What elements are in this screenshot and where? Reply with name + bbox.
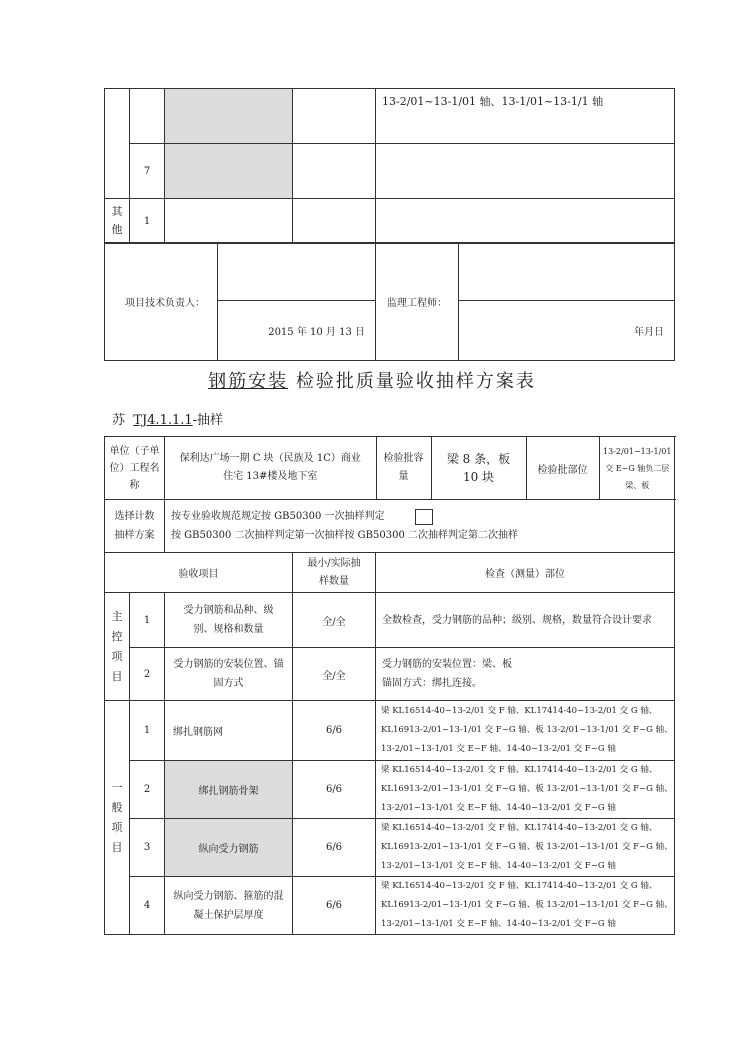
check-location — [376, 648, 675, 701]
sample-count: 6/6 — [293, 761, 376, 819]
general-group-label: 一般项目 — [105, 701, 130, 935]
supervisor-label: 监理工程师： — [376, 243, 459, 361]
code-suffix: -抽样 — [192, 413, 224, 428]
check-location — [376, 761, 675, 819]
check-line: 13-2/01~13-1/01 交 E~F 轴、14-40~13-2/01 交 F~G 轴 — [381, 919, 616, 929]
sample-count: 全/全 — [293, 593, 376, 648]
check-line: KL16913-2/01~13-1/01 交 F~G 轴、板 13-2/01~13-1/01 交 F~G 轴、 — [381, 842, 673, 852]
sample-count: 6/6 — [293, 701, 376, 761]
blank-cell — [293, 144, 376, 199]
header-inner — [165, 437, 675, 500]
check-line: KL16913-2/01~13-1/01 交 F~G 轴、板 13-2/01~13-1/01 交 F~G 轴、 — [381, 900, 673, 910]
item-name: 绑扎钢筋网 — [165, 701, 293, 761]
check-line: 梁 KL16514-40~13-2/01 交 F 轴、KL17414-40~13-2/01 交 G 轴、 — [381, 823, 658, 833]
check-location — [376, 877, 675, 935]
scheme-label: 选择计数抽样方案 — [105, 500, 165, 553]
check-line: KL16913-2/01~13-1/01 交 F~G 轴、板 13-2/01~13-1/01 交 F~G 轴、 — [381, 784, 673, 794]
check-line: 梁 KL16514-40~13-2/01 交 F 轴、KL17414-40~13-2/01 交 G 轴、 — [381, 881, 658, 891]
main-group-label: 主控项目 — [105, 593, 130, 701]
row-number: 4 — [130, 877, 165, 935]
blank-cell — [293, 199, 376, 244]
blank-cell — [376, 199, 675, 244]
row-number: 2 — [130, 761, 165, 819]
check-line: 梁 KL16514-40~13-2/01 交 F 轴、KL17414-40~13-2/01 交 G 轴、 — [381, 706, 658, 716]
scheme-line2: 按 GB50300 二次抽样判定第一次抽样按 GB50300 二次抽样判定第二次抽样 — [171, 530, 519, 541]
sample-count: 全/全 — [293, 648, 376, 701]
check-location: 全数检查，受力钢筋的品种；级别、规格，数量符合设计要求 — [376, 593, 675, 648]
row-number: 7 — [130, 144, 165, 199]
other-label: 其他 — [105, 199, 130, 244]
tech-date: 2015 年 10 月 13 日 — [218, 301, 376, 361]
check-location — [376, 819, 675, 877]
part-value: 13-2/01~13-1/01 交 E~G 轴负二层梁、板 — [599, 437, 675, 499]
blank-cell — [293, 89, 376, 144]
sample-count: 6/6 — [293, 877, 376, 935]
location-text: 13-2/01~13-1/01 轴、13-1/01~13-1/1 轴 — [376, 89, 675, 144]
unit-value: 保利达广场一期 C 块（民族及 1C）商业住宅 13#楼及地下室 — [165, 437, 376, 499]
scheme-checkbox[interactable] — [415, 509, 433, 525]
blank-cell — [218, 243, 376, 301]
gray-cell — [165, 144, 293, 199]
row-number: 1 — [130, 199, 165, 244]
check-line: 梁 KL16514-40~13-2/01 交 F 轴、KL17414-40~13-2/01 交 G 轴、 — [381, 765, 658, 775]
form-code — [112, 409, 223, 428]
supervisor-date: 年月日 — [459, 301, 675, 361]
gray-cell — [165, 89, 293, 144]
capacity-value: 梁 8 条，板 10 块 — [431, 437, 526, 499]
blank-cell — [130, 89, 165, 144]
sample-count: 6/6 — [293, 819, 376, 877]
title-underlined: 钢筋安装 — [208, 371, 289, 392]
main-table — [104, 436, 675, 935]
unit-label: 单位（子单位）工程名称 — [105, 437, 165, 500]
check-line: 锚固方式：绑扎连接。 — [382, 678, 482, 689]
row-number: 1 — [130, 593, 165, 648]
blank-cell — [165, 199, 293, 244]
top-table — [104, 88, 675, 244]
item-name: 绑扎钢筋骨架 — [165, 761, 293, 819]
check-location — [376, 701, 675, 761]
check-line: 受力钢筋的安装位置：梁、板 — [382, 659, 512, 670]
row-number: 2 — [130, 648, 165, 701]
capacity-label: 检验批容量 — [376, 437, 431, 499]
item-name: 受力钢筋和品种、级别、规格和数量 — [165, 593, 293, 648]
item-name: 受力钢筋的安装位置、锚固方式 — [165, 648, 293, 701]
title-rest: 检验批质量验收抽样方案表 — [295, 371, 536, 392]
tech-leader-label: 项目技术负责人： — [105, 243, 218, 361]
col-header-sample: 最小/实际抽样数量 — [293, 553, 376, 593]
blank-cell — [376, 144, 675, 199]
check-line: 13-2/01~13-1/01 交 E~F 轴、14-40~13-2/01 交 F~G 轴 — [381, 803, 616, 813]
part-label: 检验批部位 — [526, 437, 599, 499]
signature-table — [104, 242, 675, 361]
blank-cell — [459, 243, 675, 301]
row-number: 3 — [130, 819, 165, 877]
blank-cell — [105, 89, 130, 199]
check-line: 13-2/01~13-1/01 交 E~F 轴、14-40~13-2/01 交 F~G 轴 — [381, 861, 616, 871]
check-line: KL16913-2/01~13-1/01 交 F~G 轴、板 13-2/01~13-1/01 交 F~G 轴、 — [381, 725, 673, 735]
item-name: 纵向受力钢筋、箍筋的混凝土保护层厚度 — [165, 877, 293, 935]
scheme-options — [165, 500, 675, 553]
col-header-check: 检查（测量）部位 — [376, 553, 675, 593]
item-name: 纵向受力钢筋 — [165, 819, 293, 877]
col-header-item: 验收项目 — [105, 553, 293, 593]
check-line: 13-2/01~13-1/01 交 E~F 轴、14-40~13-2/01 交 F~G 轴 — [381, 744, 616, 754]
page-title — [0, 367, 744, 393]
row-number: 1 — [130, 701, 165, 761]
code-value: TJ4.1.1.1 — [133, 413, 193, 428]
scheme-line1: 按专业验收规范规定按 GB50300 一次抽样判定 — [171, 511, 385, 522]
code-prefix: 苏 — [112, 413, 126, 428]
